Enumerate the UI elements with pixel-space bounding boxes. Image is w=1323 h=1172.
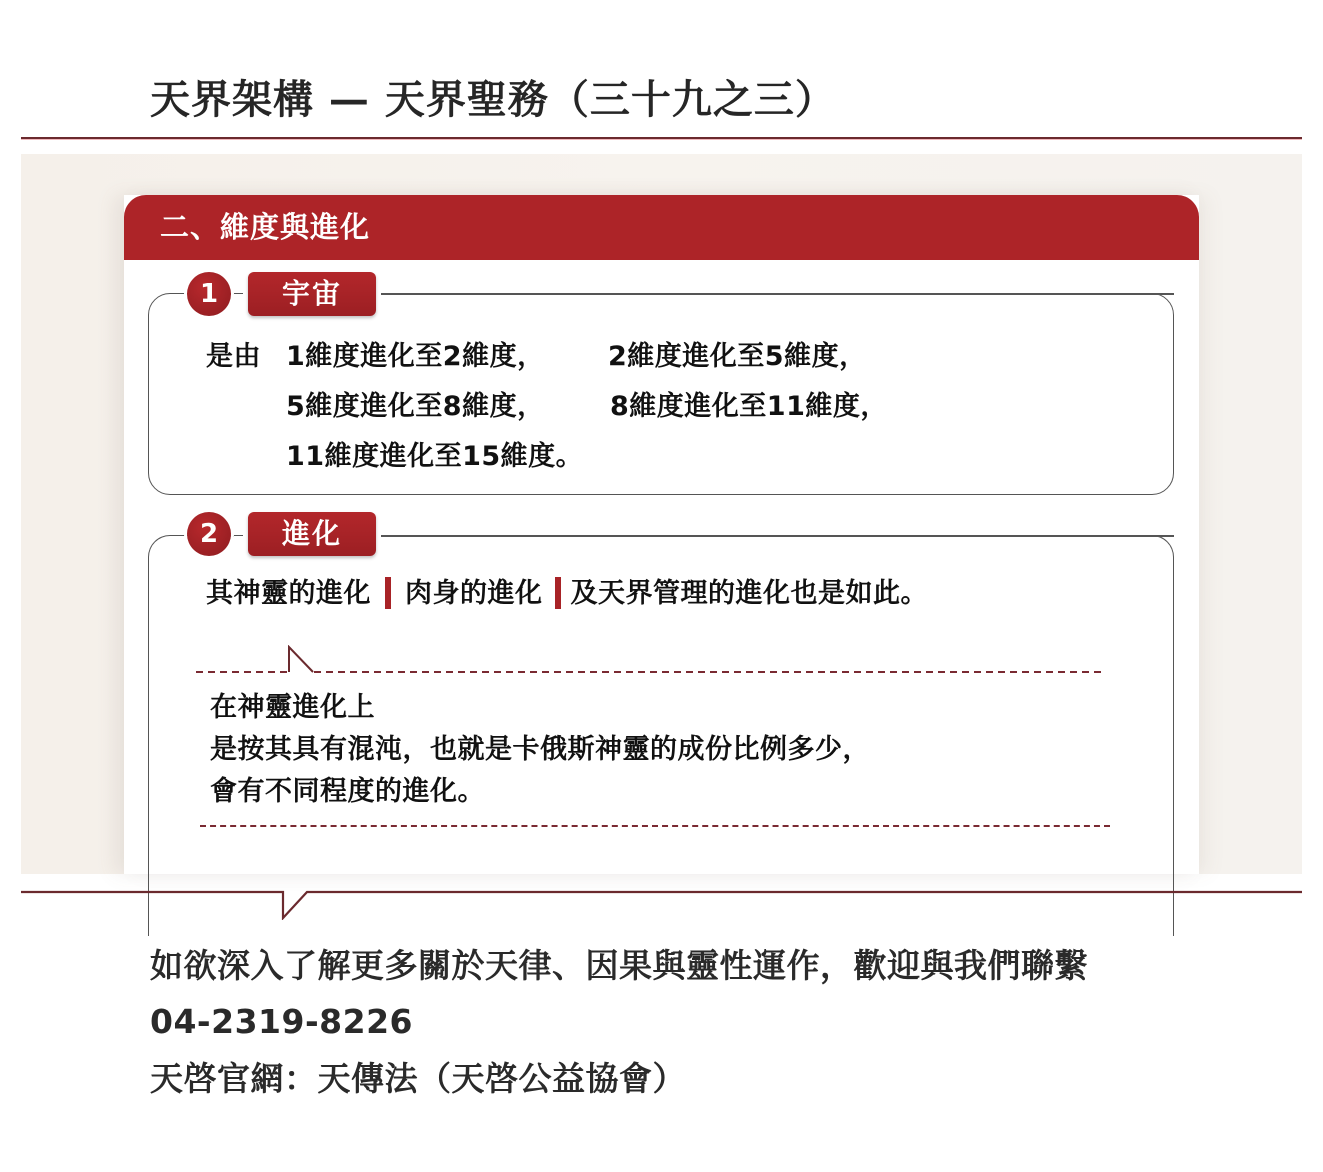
slide-frame xyxy=(21,154,1302,874)
section-label-badge: 進化 xyxy=(248,512,376,556)
footer-divider-pointer-icon xyxy=(21,880,1303,920)
separator-bar xyxy=(555,577,561,609)
callout-line-2: 是按其具有混沌，也就是卡俄斯神靈的成份比例多少， xyxy=(210,734,870,765)
content-card xyxy=(124,195,1199,874)
callout-line-1: 在神靈進化上 xyxy=(210,692,375,723)
title-divider xyxy=(21,137,1302,139)
card-header xyxy=(124,195,1199,260)
callout-pointer-icon xyxy=(196,645,1106,675)
universe-line-2 xyxy=(286,388,888,426)
callout-bottom-dashed-divider xyxy=(200,825,1110,827)
section-label-badge: 宇宙 xyxy=(248,272,376,316)
universe-line-3 xyxy=(286,438,583,476)
universe-step: 2維度進化至5維度， xyxy=(608,341,867,372)
badge-connector xyxy=(374,535,1174,537)
statement-part: 及天界管理的進化也是如此。 xyxy=(570,578,928,609)
separator-bar xyxy=(385,577,391,609)
badge-connector xyxy=(374,293,1174,295)
universe-step: 5維度進化至8維度， xyxy=(286,391,545,422)
universe-line-1 xyxy=(206,338,867,376)
section-number-badge: 2 xyxy=(187,512,231,556)
callout-line-3: 會有不同程度的進化。 xyxy=(210,776,485,807)
universe-prefix: 是由 xyxy=(206,341,261,372)
footer-phone[interactable]: 04-2319-8226 xyxy=(150,1002,414,1041)
page-title: 天界架構 — 天界聖務（三十九之三） xyxy=(150,76,836,123)
section-number-badge: 1 xyxy=(187,272,231,316)
universe-step: 1維度進化至2維度， xyxy=(286,341,545,372)
statement-part: 其神靈的進化 xyxy=(206,578,371,609)
universe-step: 8維度進化至11維度， xyxy=(610,391,888,422)
footer-invite-text: 如欲深入了解更多關於天律、因果與靈性運作，歡迎與我們聯繫 xyxy=(150,946,1088,985)
card-header-title: 二、維度與進化 xyxy=(160,210,371,244)
evolution-statement xyxy=(206,575,928,613)
universe-step: 11維度進化至15維度。 xyxy=(286,441,584,472)
footer-website[interactable]: 天啓官網：天傳法（天啓公益協會） xyxy=(150,1059,686,1098)
statement-part: 肉身的進化 xyxy=(405,578,543,609)
